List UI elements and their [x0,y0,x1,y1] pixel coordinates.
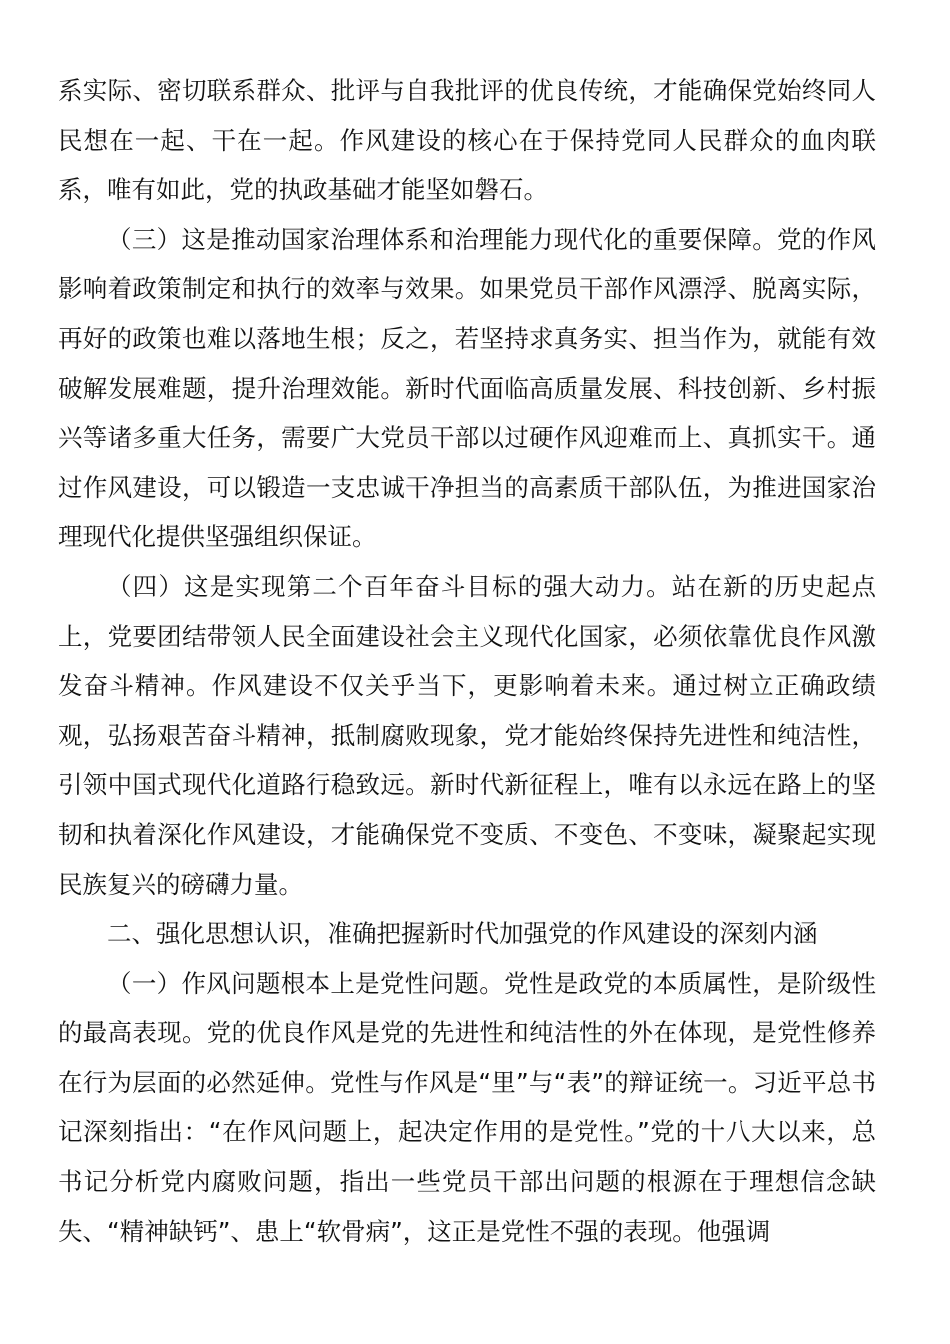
paragraph-continuation: 系实际、密切联系群众、批评与自我批评的优良传统，才能确保党始终同人民想在一起、干在一起。作风建设的核心在于保持党同人民群众的血肉联系，唯有如此，党的执政基础才能坚如磐石。 [58,76,876,205]
paragraph-section-1-3: （三）这是推动国家治理体系和治理能力现代化的重要保障。党的作风影响着政策制定和执行的效率与效果。如果党员干部作风漂浮、脱离实际，再好的政策也难以落地生根；反之，若坚持求真务实、担当作为，就能有效破解发展难题，提升治理效能。新时代面临高质量发展、科技创新、乡村振兴等诸多重大任务，需要广大党员干部以过硬作风迎难而上、真抓实干。通过作风建设，可以锻造一支忠诚干净担当的高素质干部队伍，为推进国家治理现代化提供坚强组织保证。 [58,224,876,552]
paragraph-section-2-1: （一）作风问题根本上是党性问题。党性是政党的本质属性，是阶级性的最高表现。党的优良作风是党的先进性和纯洁性的外在体现，是党性修养在行为层面的必然延伸。党性与作风是“里”与“表”的辩证统一。习近平总书记深刻指出：“在作风问题上，起决定作用的是党性。”党的十八大以来，总书记分析党内腐败问题，指出一些党员干部出问题的根源在于理想信念缺失、“精神缺钙”、患上“软骨病”，这正是党性不强的表现。他强调 [58,968,876,1246]
section-heading-2: 二、强化思想认识，准确把握新时代加强党的作风建设的深刻内涵 [107,919,818,949]
document-page [58,66,876,1256]
paragraph-section-1-4: （四）这是实现第二个百年奋斗目标的强大动力。站在新的历史起点上，党要团结带领人民全面建设社会主义现代化国家，必须依靠优良作风激发奋斗精神。作风建设不仅关乎当下，更影响着未来。通过树立正确政绩观，弘扬艰苦奋斗精神，抵制腐败现象，党才能始终保持先进性和纯洁性，引领中国式现代化道路行稳致远。新时代新征程上，唯有以永远在路上的坚韧和执着深化作风建设，才能确保党不变质、不变色、不变味，凝聚起实现民族复兴的磅礴力量。 [58,571,876,899]
